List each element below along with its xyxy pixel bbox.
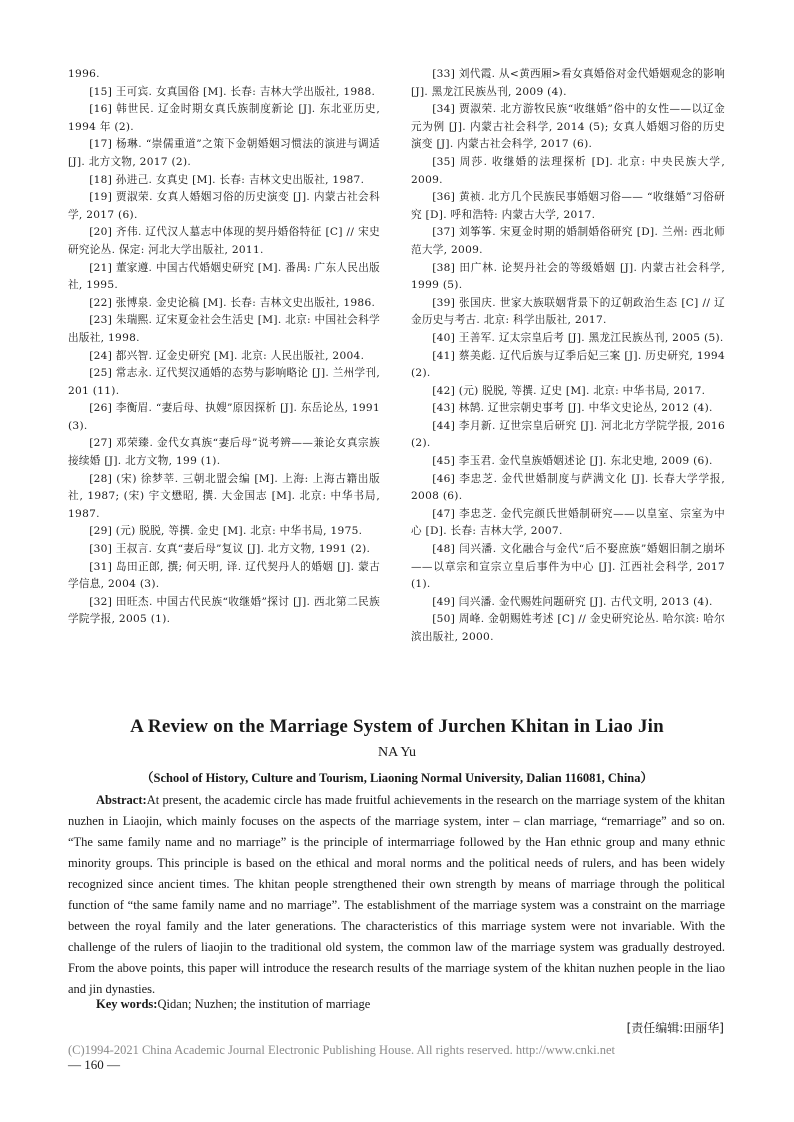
reference-entry: [48] 闫兴潘. 文化融合与金代“后不娶庶族”婚姻旧制之崩坏——以章宗和宣宗立皇后事件为中心 [J]. 江西社会科学, 2017 (1).: [411, 543, 725, 591]
reference-entry: [18] 孙进己. 女真史 [M]. 长春: 吉林文史出版社, 1987.: [89, 173, 365, 186]
reference-entry: [43] 林鹄. 辽世宗朝史事考 [J]. 中华文史论丛, 2012 (4).: [432, 402, 713, 415]
reference-entry: [21] 董家遵. 中国古代婚姻史研究 [M]. 番禺: 广东人民出版社, 1995.: [68, 261, 380, 292]
english-author: NA Yu: [378, 745, 416, 760]
reference-entry: [42] (元) 脱脱, 等撰. 辽史 [M]. 北京: 中华书局, 2017.: [432, 384, 706, 397]
reference-entry: [33] 刘代霞. 从<黄西厢>看女真婚俗对金代婚姻观念的影响 [J]. 黑龙江民族丛刊, 2009 (4).: [411, 68, 725, 98]
keywords-label: Key words:: [96, 997, 158, 1011]
reference-entry: [39] 张国庆. 世家大族联姻背景下的辽朝政治生态 [C] // 辽金历史与考古. 北京: 科学出版社, 2017.: [411, 296, 725, 327]
english-abstract: [68, 790, 725, 1000]
reference-entry: [46] 李忠芝. 金代世婚制度与萨满文化 [J]. 长春大学学报, 2008 (6).: [411, 472, 725, 503]
references-right-column: [411, 66, 725, 647]
reference-entry: [31] 岛田正郎, 撰; 何天明, 译. 辽代契丹人的婚姻 [J]. 蒙古学信息, 2004 (3).: [68, 560, 380, 591]
reference-entry: [28] (宋) 徐梦莘. 三朝北盟会编 [M]. 上海: 上海古籍出版社, 1987; (宋) 宇文懋昭, 撰. 大金国志 [M]. 北京: 中华书局, 1987.: [68, 472, 380, 520]
reference-entry: [17] 杨琳. “崇儒重道”之策下金朝婚姻习惯法的演进与调适 [J]. 北方文物, 2017 (2).: [68, 138, 380, 168]
reference-entry: [26] 李衡眉. “妻后母、执嫂”原因探析 [J]. 东岳论丛, 1991 (3).: [68, 402, 380, 432]
reference-entry: [37] 刘筝筝. 宋夏金时期的婚制婚俗研究 [D]. 兰州: 西北师范大学, 2009.: [411, 226, 725, 256]
reference-entry: [32] 田旺杰. 中国古代民族“收继婚”探讨 [J]. 西北第二民族学院学报, 2005 (1).: [68, 595, 380, 626]
english-keywords: [96, 997, 370, 1012]
copyright-notice: (C)1994-2021 China Academic Journal Electronic Publishing House. All rights reserved. http://www.cnki.net: [68, 1043, 616, 1057]
reference-entry: [40] 王善军. 辽太宗皇后考 [J]. 黑龙江民族丛刊, 2005 (5).: [432, 331, 724, 344]
reference-entry: [45] 李玉君. 金代皇族婚姻述论 [J]. 东北史地, 2009 (6).: [432, 455, 713, 468]
reference-entry: [41] 蔡美彪. 辽代后族与辽季后妃三案 [J]. 历史研究, 1994 (2).: [411, 349, 725, 380]
reference-entry: [30] 王叔言. 女真“妻后母”复议 [J]. 北方文物, 1991 (2).: [89, 543, 371, 556]
english-title: A Review on the Marriage System of Jurchen Khitan in Liao Jin: [130, 716, 664, 737]
reference-entry: [25] 常志永. 辽代契汉通婚的态势与影响略论 [J]. 兰州学刊, 201 (11).: [68, 367, 380, 397]
reference-entry: [23] 朱瑞熙. 辽宋夏金社会生活史 [M]. 北京: 中国社会科学出版社, 1998.: [68, 314, 380, 344]
keywords-text: Qidan; Nuzhen; the institution of marriage: [157, 997, 371, 1011]
references-left-column: [68, 66, 380, 629]
reference-entry: [44] 李月新. 辽世宗皇后研究 [J]. 河北北方学院学报, 2016 (2).: [411, 419, 725, 450]
abstract-text: At present, the academic circle has made fruitful achievements in the research on the marriage system of the khitan nuzhen in Liaojin, which mainly focuses on the aspects of the marriage system, inter – clan marriage, “remarriage” and so on. “The same family name and no marriage” is the principle of intermarriage followed by the Han ethnic group and many ethnic minority groups. This principle is based on the ethical and moral norms and the political needs of rulers, and has been widely recognized since ancient times. The khitan people strengthened their own strength by means of marriage through the political function of “the same family name and no marriage”. The establishment of the marriage system was a constraint on the marriage between the royal family and the later generations. The characteristics of this marriage system were not invariable. With the challenge of the rulers of liaojin to the traditional old system, the common law of the marriage system was gradually destroyed. From the above points, this paper will introduce the research results of the marriage system of the khitan nuzhen people in the liao and jin dynasties.: [68, 793, 725, 996]
reference-entry: [22] 张博泉. 金史论稿 [M]. 长春: 吉林文史出版社, 1986.: [89, 296, 376, 309]
reference-entry: [27] 邓荣臻. 金代女真族“妻后母”说考辨——兼论女真宗族接续婚 [J]. 北方文物, 199 (1).: [68, 437, 380, 468]
page-number: — 160 —: [68, 1057, 120, 1072]
reference-entry: [24] 都兴智. 辽金史研究 [M]. 北京: 人民出版社, 2004.: [89, 349, 365, 362]
reference-entry: [15] 王可宾. 女真国俗 [M]. 长春: 吉林大学出版社, 1988.: [89, 85, 376, 98]
responsible-editor: [责任编辑:田丽华]: [626, 1021, 724, 1035]
reference-entry: [49] 闫兴潘. 金代赐姓问题研究 [J]. 古代文明, 2013 (4).: [432, 595, 713, 608]
abstract-label: Abstract:: [96, 793, 147, 807]
reference-entry: [20] 齐伟. 辽代汉人墓志中体现的契丹婚俗特征 [C] // 宋史研究论丛. 保定: 河北大学出版社, 2011.: [68, 226, 380, 256]
reference-entry: [34] 贾淑荣. 北方游牧民族“收继婚”俗中的女性——以辽金元为例 [J]. 内蒙古社会科学, 2014 (5); 女真人婚姻习俗的历史演变 [J]. 内蒙古社会科学, 2017 (6).: [411, 103, 725, 151]
reference-entry: [38] 田广林. 论契丹社会的等级婚姻 [J]. 内蒙古社会科学, 1999 (5).: [411, 261, 725, 292]
reference-entry: [19] 贾淑荣. 女真人婚姻习俗的历史演变 [J]. 内蒙古社会科学, 2017 (6).: [68, 191, 380, 221]
reference-entry: [47] 李忠芝. 金代完颜氏世婚制研究——以皇室、宗室为中心 [D]. 长春: 吉林大学, 2007.: [411, 507, 725, 538]
reference-entry: [16] 韩世民. 辽金时期女真氏族制度新论 [J]. 东北亚历史, 1994 年 (2).: [68, 103, 380, 133]
reference-entry: [36] 黄祯. 北方几个民族民事婚姻习俗—— “收继婚”习俗研究 [D]. 呼和浩特: 内蒙古大学, 2017.: [411, 191, 725, 221]
reference-entry: [35] 周莎. 收继婚的法理探析 [D]. 北京: 中央民族大学, 2009.: [411, 155, 725, 186]
english-affiliation: （School of History, Culture and Tourism, Liaoning Normal University, Dalian 116081, China）: [141, 771, 653, 785]
reference-entry: 1996.: [68, 68, 100, 80]
reference-entry: [50] 周峰. 金朝赐姓考述 [C] // 金史研究论丛. 哈尔滨: 哈尔滨出版社, 2000.: [411, 613, 725, 643]
reference-entry: [29] (元) 脱脱, 等撰. 金史 [M]. 北京: 中华书局, 1975.: [89, 525, 363, 538]
